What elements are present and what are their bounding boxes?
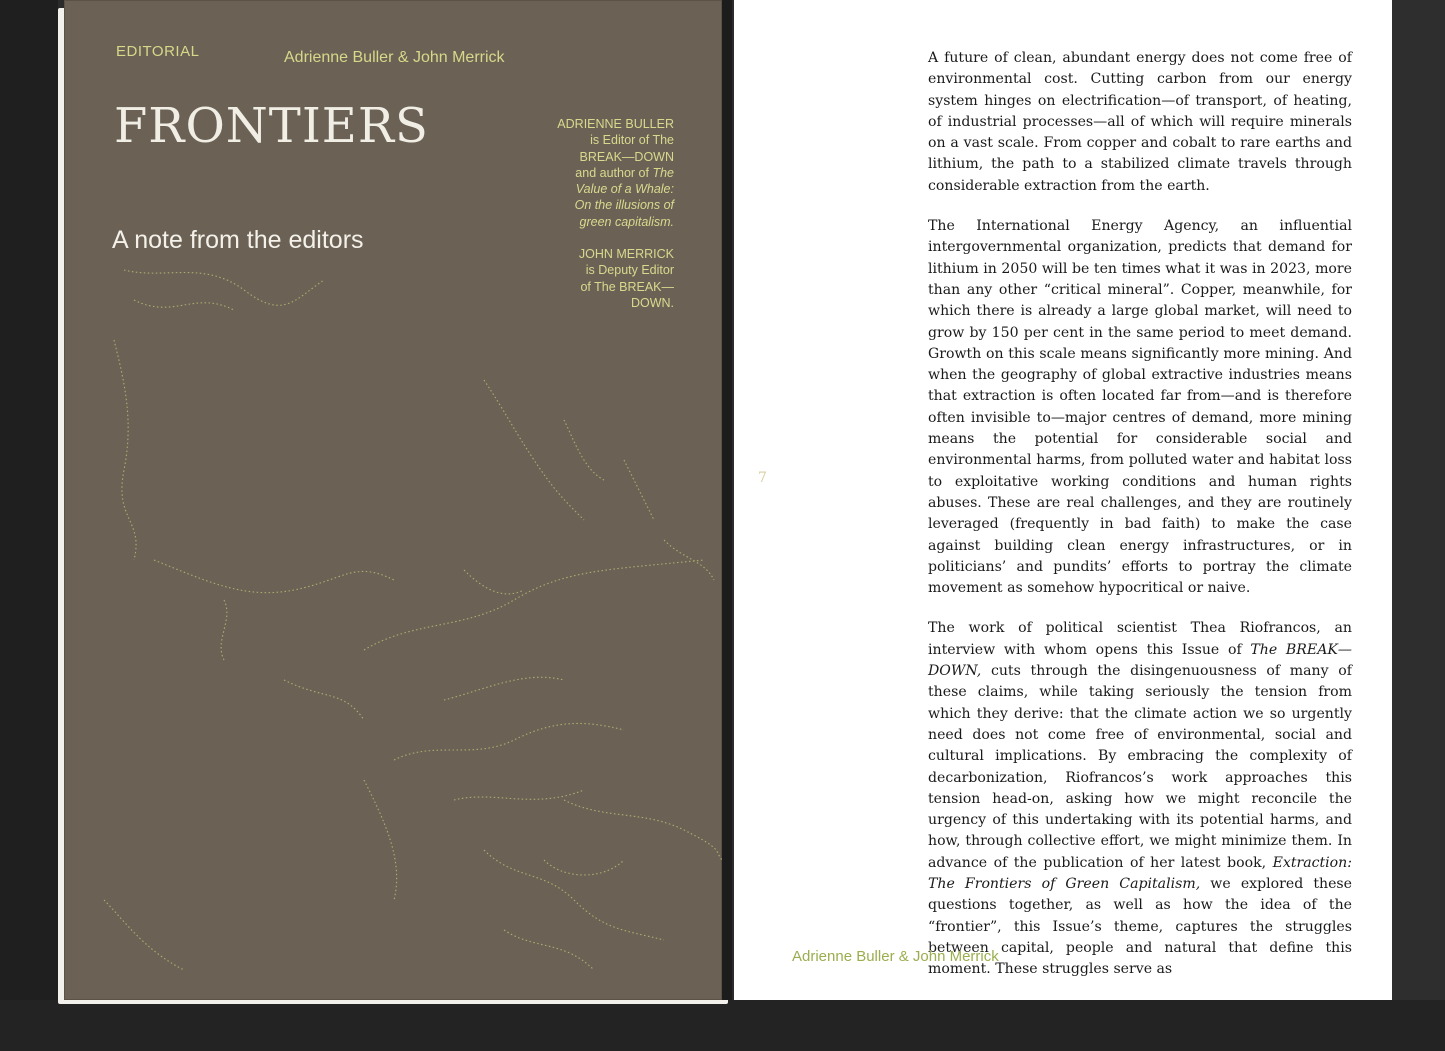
bio-buller	[534, 116, 674, 230]
paragraph-text: cuts through the disingenuousness of many of these claims, while taking seriously the tension from which they derive: that the climate action we so urgently need does not come free of environmental, social and cultural implications. By embracing the complexity of decarbonization, Riofrancos’s work approaches this tension head-on, asking how we might reconcile the urgency of this undertaking with its potential harms, and how, through collective effort, we might minimize them. In advance of the publication of her latest book,	[928, 663, 1352, 871]
paragraph-text: we explored these questions together, as well as how the idea of the “frontier”, this Issue’s theme, captures the struggles between capital, people and natural that define this moment. These struggles serve as	[928, 875, 1352, 978]
bio-buller-book: The	[652, 165, 674, 180]
footer-authors: Adrienne Buller & John Merrick	[792, 948, 999, 965]
bio-buller-line: BREAK—DOWN	[579, 149, 674, 164]
bio-merrick-line: is Deputy Editor	[585, 263, 674, 278]
paragraph-text: The work of political scientist Thea Riofrancos, an interview with whom opens this Issue of	[928, 620, 1352, 658]
book-title: Extraction: The Frontiers of Green Capitalism,	[928, 854, 1352, 892]
cover-subtitle: A note from the editors	[112, 226, 364, 254]
cover-authors: Adrienne Buller & John Merrick	[284, 49, 505, 66]
bio-buller-book: On the illusions of	[574, 198, 674, 213]
bio-merrick-line: DOWN.	[630, 295, 674, 310]
bio-buller-book: green capitalism.	[579, 214, 674, 229]
bio-merrick	[534, 246, 674, 311]
bio-buller-line: and author of	[575, 165, 649, 180]
section-label: EDITORIAL	[116, 43, 200, 60]
article-body	[928, 48, 1352, 999]
scanner-background-bottom	[0, 1000, 1445, 1051]
author-bios	[534, 116, 674, 327]
right-page-text	[734, 0, 1392, 1000]
paragraph: The International Energy Agency, an influential intergovernmental organization, predicts that demand for lithium in 2050 will be ten times what it was in 2023, more than any other “critical mineral”. Copper, meanwhile, for which there is already a large global market, will need to grow by 150 per cent in the same period to meet demand. Growth on this scale means significantly more mining. And when the geography of global extractive industries means that extraction is often located far from—and is therefore often invisible to—major centres of demand, more mining means the potential for considerable social and environmental harms, from polluted water and habitat loss to exploitative working conditions and human rights abuses. These are real challenges, and they are routinely leveraged (frequently in bad faith) to make the case against building clean energy infrastructures, or in politicians’ and pundits’ efforts to portray the climate movement as somehow hypocritical or naive.	[928, 218, 1352, 597]
paragraph	[928, 618, 1352, 980]
scanner-background-right	[1392, 0, 1445, 1000]
issue-title: The BREAK—DOWN,	[928, 641, 1352, 680]
bio-merrick-line: of The BREAK—	[580, 279, 674, 294]
bio-buller-line: is Editor of The	[590, 133, 674, 148]
bio-buller-book: Value of a Whale:	[575, 182, 674, 197]
left-page-cover	[64, 0, 722, 1000]
bio-merrick-name: JOHN MERRICK	[578, 247, 674, 262]
scanner-background-left	[0, 0, 58, 1051]
margin-mark: 7	[758, 470, 767, 486]
paragraph: A future of clean, abundant energy does not come free of environmental cost. Cutting carbon from our energy system hinges on electrification—of transport, of heating, of industrial processes—all of which will require minerals on a vast scale. From copper and cobalt to rare earths and lithium, the path to a stabilized climate travels through considerable extraction from the earth.	[928, 50, 1352, 194]
cover-title: FRONTIERS	[114, 98, 429, 154]
bio-buller-name: ADRIENNE BULLER	[557, 117, 674, 131]
book-spine-gap	[722, 0, 732, 1000]
